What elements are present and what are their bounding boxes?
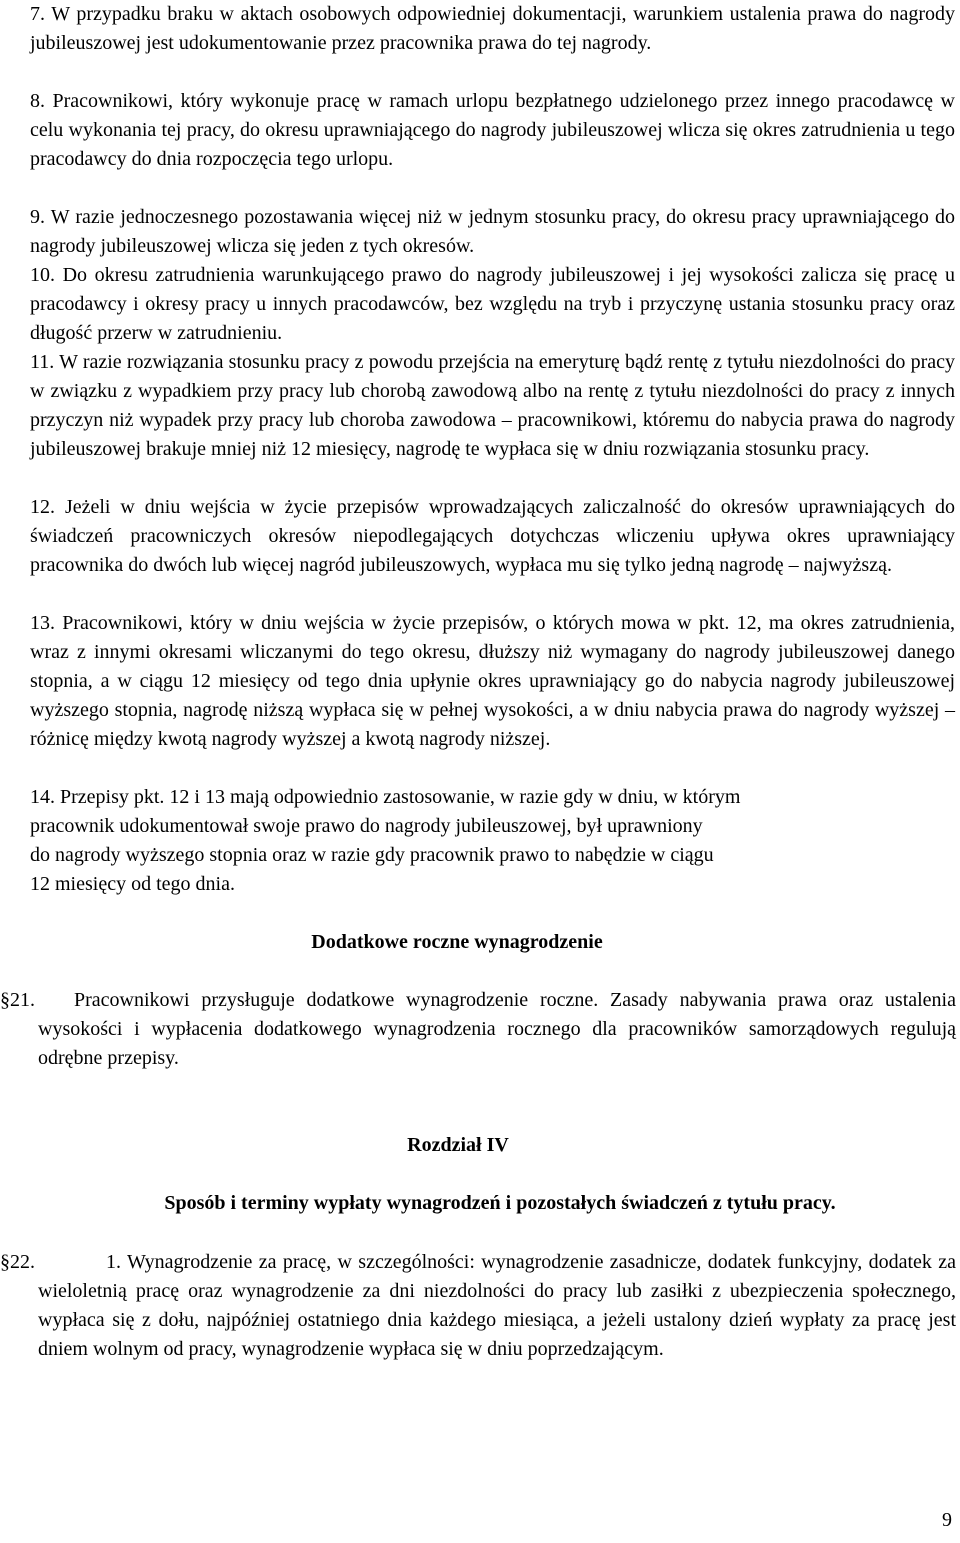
paragraph-14-line: pracownik udokumentował swoje prawo do nagrody jubileuszowej, był uprawniony [30, 815, 703, 837]
section-21-text: Pracownikowi przysługuje dodatkowe wynagrodzenie roczne. Zasady nabywania prawa oraz ustalenia wysokości i wypłacenia dodatkowego wynagrodzenia rocznego dla pracowników samorządowych regulują odrębne przepisy. [38, 989, 956, 1069]
chapter-heading: Rozdział IV [407, 1134, 509, 1156]
section-22-text: 1. Wynagrodzenie za pracę, w szczególności: wynagrodzenie zasadnicze, dodatek funkcyjny, dodatek za wieloletnią pracę oraz wynagrodzenie za dni niezdolności do pracy lub zasiłki z ubezpieczenia społecznego, wypłaca się z dołu, najpóźniej ostatniego dnia każdego miesiąca, a jeżeli ustalony dzień wypłaty za pracę jest dniem wolnym od pracy, wynagrodzenie wypłaca się w dniu poprzedzającym. [38, 1251, 956, 1360]
paragraph-13: 13. Pracownikowi, który w dniu wejścia w życie przepisów, o których mowa w pkt. 12, ma okres zatrudnienia, wraz z innymi okresami wliczanymi do tego okresu, dłuższy niż wymagany do nagrody jubileuszowej danego stopnia, a w ciągu 12 miesięcy od tego dnia upłynie okres uprawniający go do nabycia nagrody jubileuszowej wyższego stopnia, nagrodę niższą wypłaca się w pełnej wysokości, a w dniu nabycia prawa do nagrody wyższej – różnicę między kwotą nagrody wyższej a kwotą nagrody niższej. [30, 612, 955, 750]
page-number: 9 [942, 1509, 952, 1531]
paragraph-14-line: 14. Przepisy pkt. 12 i 13 mają odpowiednio zastosowanie, w razie gdy w dniu, w którym [30, 786, 741, 808]
paragraph-10: 10. Do okresu zatrudnienia warunkującego prawo do nagrody jubileuszowej i jej wysokości zalicza się pracę u pracodawcy i okresy pracy u innych pracodawców, bez względu na tryb i przyczynę ustania stosunku pracy oraz długość przerw w zatrudnieniu. [30, 264, 955, 344]
paragraph-7: 7. W przypadku braku w aktach osobowych odpowiedniej dokumentacji, warunkiem ustalenia prawa do nagrody jubileuszowej jest udokumentowanie przez pracownika prawa do tej nagrody. [30, 3, 955, 54]
paragraph-8: 8. Pracownikowi, który wykonuje pracę w ramach urlopu bezpłatnego udzielonego przez innego pracodawcę w celu wykonania tej pracy, do okresu uprawniającego do nagrody jubileuszowej wlicza się okres zatrudnienia u tego pracodawcy do dnia rozpoczęcia tego urlopu. [30, 90, 955, 170]
paragraph-14 [30, 783, 955, 899]
paragraph-14-line: 12 miesięcy od tego dnia. [30, 873, 235, 895]
section-number: §22. [0, 1251, 35, 1273]
paragraph-11: 11. W razie rozwiązania stosunku pracy z powodu przejścia na emeryturę bądź rentę z tytułu niezdolności do pracy w związku z wypadkiem przy pracy lub chorobą zawodową albo na rentę z tytułu niezdolności do pracy z innych przyczyn niż wypadek przy pracy lub choroba zawodowa – pracownikowi, któremu do nabycia prawa do nagrody jubileuszowej brakuje mniej niż 12 miesięcy, nagrodę te wypłaca się w dniu rozwiązania stosunku pracy. [30, 351, 955, 460]
paragraph-9: 9. W razie jednoczesnego pozostawania więcej niż w jednym stosunku pracy, do okresu pracy uprawniającego do nagrody jubileuszowej wlicza się jeden z tych okresów. [30, 206, 955, 257]
paragraph-14-line: do nagrody wyższego stopnia oraz w razie gdy pracownik prawo to nabędzie w ciągu [30, 844, 714, 866]
chapter-subtitle: Sposób i terminy wypłaty wynagrodzeń i pozostałych świadczeń z tytułu pracy. [164, 1192, 836, 1214]
heading-dodatkowe-wynagrodzenie: Dodatkowe roczne wynagrodzenie [311, 931, 603, 953]
paragraph-12: 12. Jeżeli w dniu wejścia w życie przepisów wprowadzających zaliczalność do okresów uprawniających do świadczeń pracowniczych okresów niepodlegających dotychczas wliczeniu upływa okres uprawniający pracownika do dwóch lub więcej nagród jubileuszowych, wypłaca mu się tylko jedną nagrodę – najwyższą. [30, 496, 955, 576]
section-number: §21. [0, 989, 35, 1011]
